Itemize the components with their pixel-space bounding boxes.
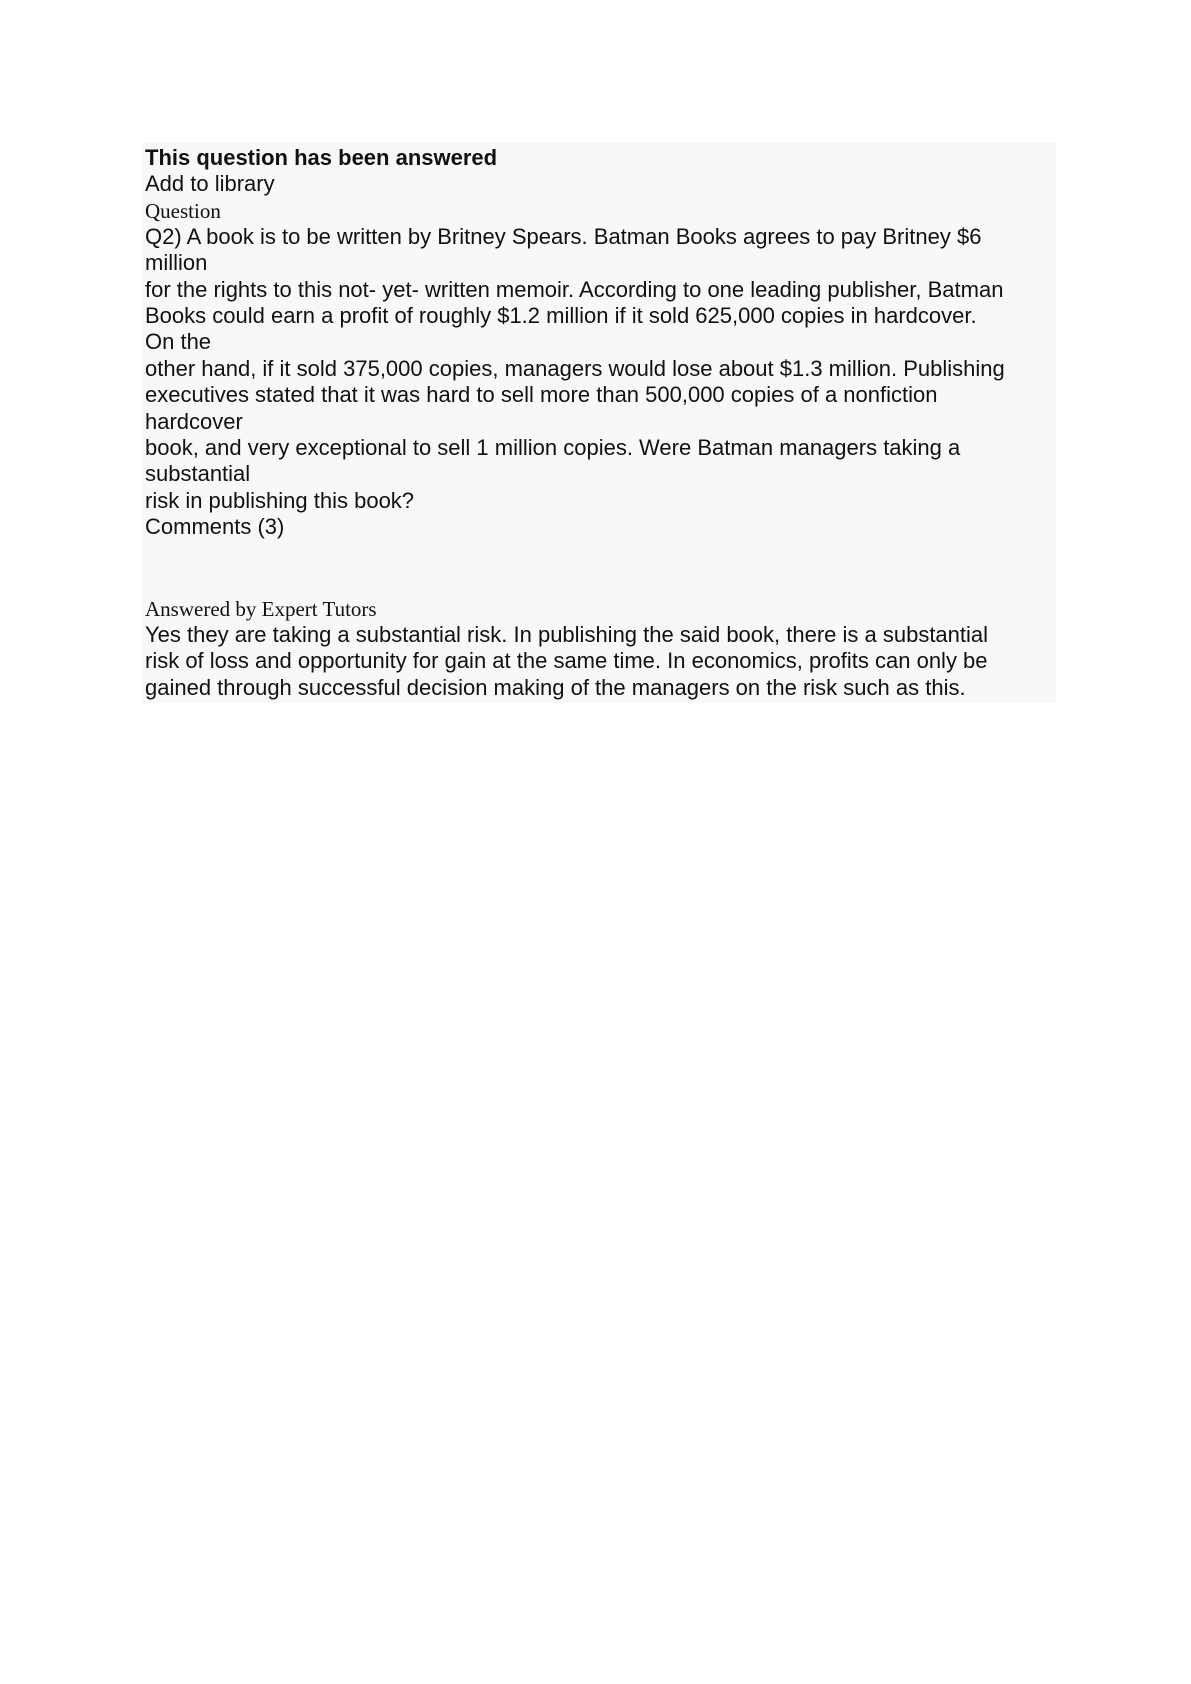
comments-link[interactable]: Comments (3) (145, 514, 285, 539)
answer-text-line: Yes they are taking a substantial risk. In publishing the said book, there is a substantial (145, 622, 989, 647)
question-text-line: On the (145, 329, 212, 354)
answer-label: Answered by Expert Tutors (145, 597, 377, 621)
question-text-line: risk in publishing this book? (145, 488, 415, 513)
question-text-line: hardcover (145, 409, 243, 434)
answer-text-line: risk of loss and opportunity for gain at the same time. In economics, profits can only be (145, 648, 988, 673)
question-text-line: for the rights to this not- yet- written memoir. According to one leading publisher, Batman (145, 277, 1004, 302)
answer-text-line: gained through successful decision making of the managers on the risk such as this. (145, 675, 966, 700)
question-text-line: substantial (145, 461, 251, 486)
question-text-line: executives stated that it was hard to sell more than 500,000 copies of a nonfiction (145, 382, 938, 407)
question-text-line: Books could earn a profit of roughly $1.2 million if it sold 625,000 copies in hardcover. (145, 303, 977, 328)
question-text-line: million (145, 250, 208, 275)
question-text-line: book, and very exceptional to sell 1 million copies. Were Batman managers taking a (145, 435, 961, 460)
question-text-line: Q2) A book is to be written by Britney Spears. Batman Books agrees to pay Britney $6 (145, 224, 982, 249)
add-to-library-link[interactable]: Add to library (145, 171, 275, 196)
question-text-line: other hand, if it sold 375,000 copies, managers would lose about $1.3 million. Publishing (145, 356, 1005, 381)
question-label: Question (145, 199, 221, 223)
answered-status-heading: This question has been answered (145, 145, 498, 170)
